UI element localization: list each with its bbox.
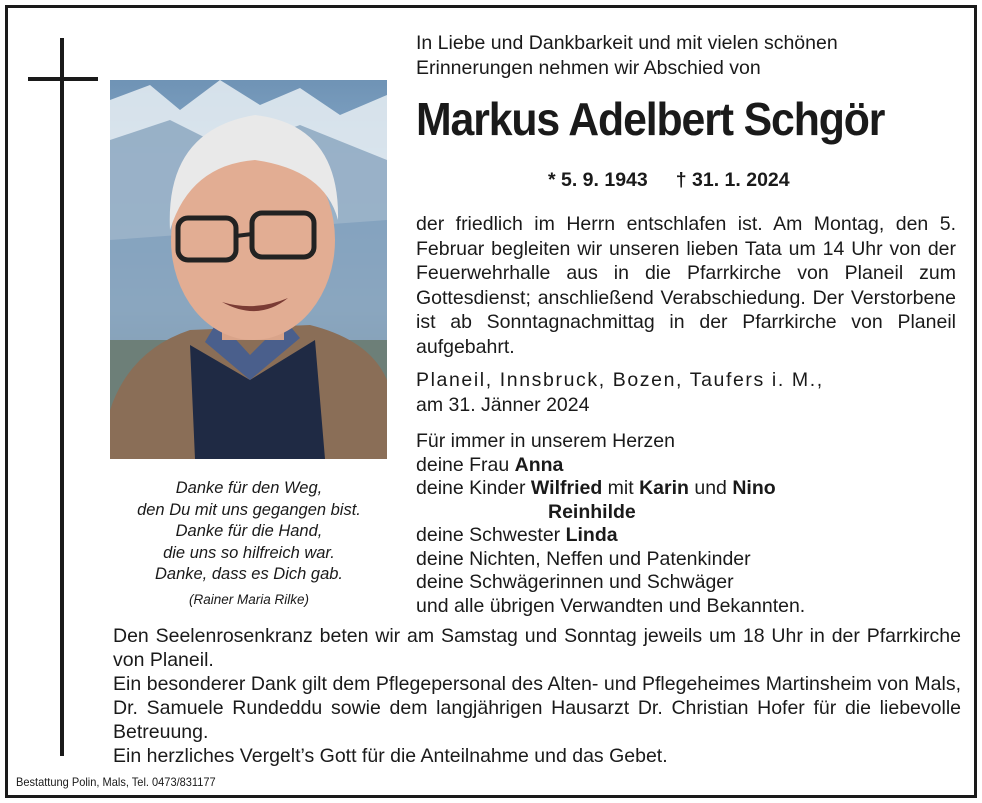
mourner-children [416, 477, 956, 501]
deceased-name: Markus Adelbert Schgör [416, 93, 885, 145]
life-dates [548, 169, 818, 192]
thanks-general: Ein herzliches Vergelt’s Gott für die Anteilnahme und das Gebet. [113, 745, 668, 767]
child-name: Nino [732, 477, 776, 499]
birth-date: * 5. 9. 1943 [548, 169, 648, 191]
poem-line: Danke für die Hand, [175, 522, 323, 540]
mourner-sister [416, 524, 956, 548]
mourners-heading: Für immer in unserem Herzen [416, 430, 675, 452]
portrait-illustration [110, 80, 387, 459]
child-name: Reinhilde [548, 500, 636, 523]
label: und [688, 477, 733, 499]
death-date: † 31. 1. 2024 [675, 169, 790, 191]
rosary-notice: Den Seelenrosenkranz beten wir am Samstag und Sonntag jeweils um 18 Uhr in der Pfarrkirche von Planeil. [113, 625, 961, 671]
mourners-list [416, 430, 956, 618]
funeral-notice: der friedlich im Herrn entschlafen ist. Am Montag, den 5. Februar begleiten wir unseren lieben Tata um 14 Uhr von der Feuerwehrhalle aus in die Pfarrkirche von Planeil zum Gottesdienst; anschließend Verabschiedung. Der Verstorbene ist ab Sonntagnachmittag in der Pfarrkirche von Planeil aufgebahrt. [416, 213, 956, 358]
portrait-photo [110, 80, 387, 459]
poem-line: den Du mit uns gegangen bist. [137, 500, 361, 519]
cross-icon [60, 38, 64, 756]
date-line: am 31. Jänner 2024 [416, 393, 590, 416]
cross-icon-bar [28, 77, 98, 81]
mourner-others: und alle übrigen Verwandten und Bekannten. [416, 594, 806, 617]
poem-line: Danke, dass es Dich gab. [154, 565, 344, 583]
poem [108, 478, 390, 610]
place-date [416, 368, 956, 417]
mourner-children-cont [416, 501, 956, 525]
poem-line: die uns so hilfreich war. [163, 543, 335, 562]
closing-text [113, 624, 961, 768]
label: mit [602, 477, 640, 499]
sister-name: Linda [565, 524, 618, 546]
place-line: Planeil, Innsbruck, Bozen, Taufers i. M., [416, 369, 824, 391]
wife-name: Anna [514, 453, 564, 476]
mourner-wife [416, 454, 956, 478]
label: deine Frau [416, 453, 515, 476]
poem-line: Danke für den Weg, [175, 479, 323, 497]
funeral-home-footer: Bestattung Polin, Mals, Tel. 0473/831177 [16, 775, 216, 789]
poem-author: (Rainer Maria Rilke) [188, 591, 310, 607]
thanks-care: Ein besonderer Dank gilt dem Pflegepersonal des Alten- und Pflegeheimes Martinsheim von Mals, Dr. Samuele Rundeddu sowie dem langjährigen Hausarzt Dr. Christian Hofer für die liebevolle Betreuung. [113, 673, 961, 743]
mourner-nieces: deine Nichten, Neffen und Patenkinder [416, 547, 751, 570]
label: deine Kinder [416, 477, 531, 499]
partner-name: Karin [639, 477, 689, 499]
intro-text: In Liebe und Dankbarkeit und mit vielen schönen Erinnerungen nehmen wir Abschied von [416, 32, 838, 79]
child-name: Wilfried [530, 477, 603, 499]
mourner-inlaws: deine Schwägerinnen und Schwäger [416, 571, 734, 593]
label: deine Schwester [416, 524, 566, 546]
